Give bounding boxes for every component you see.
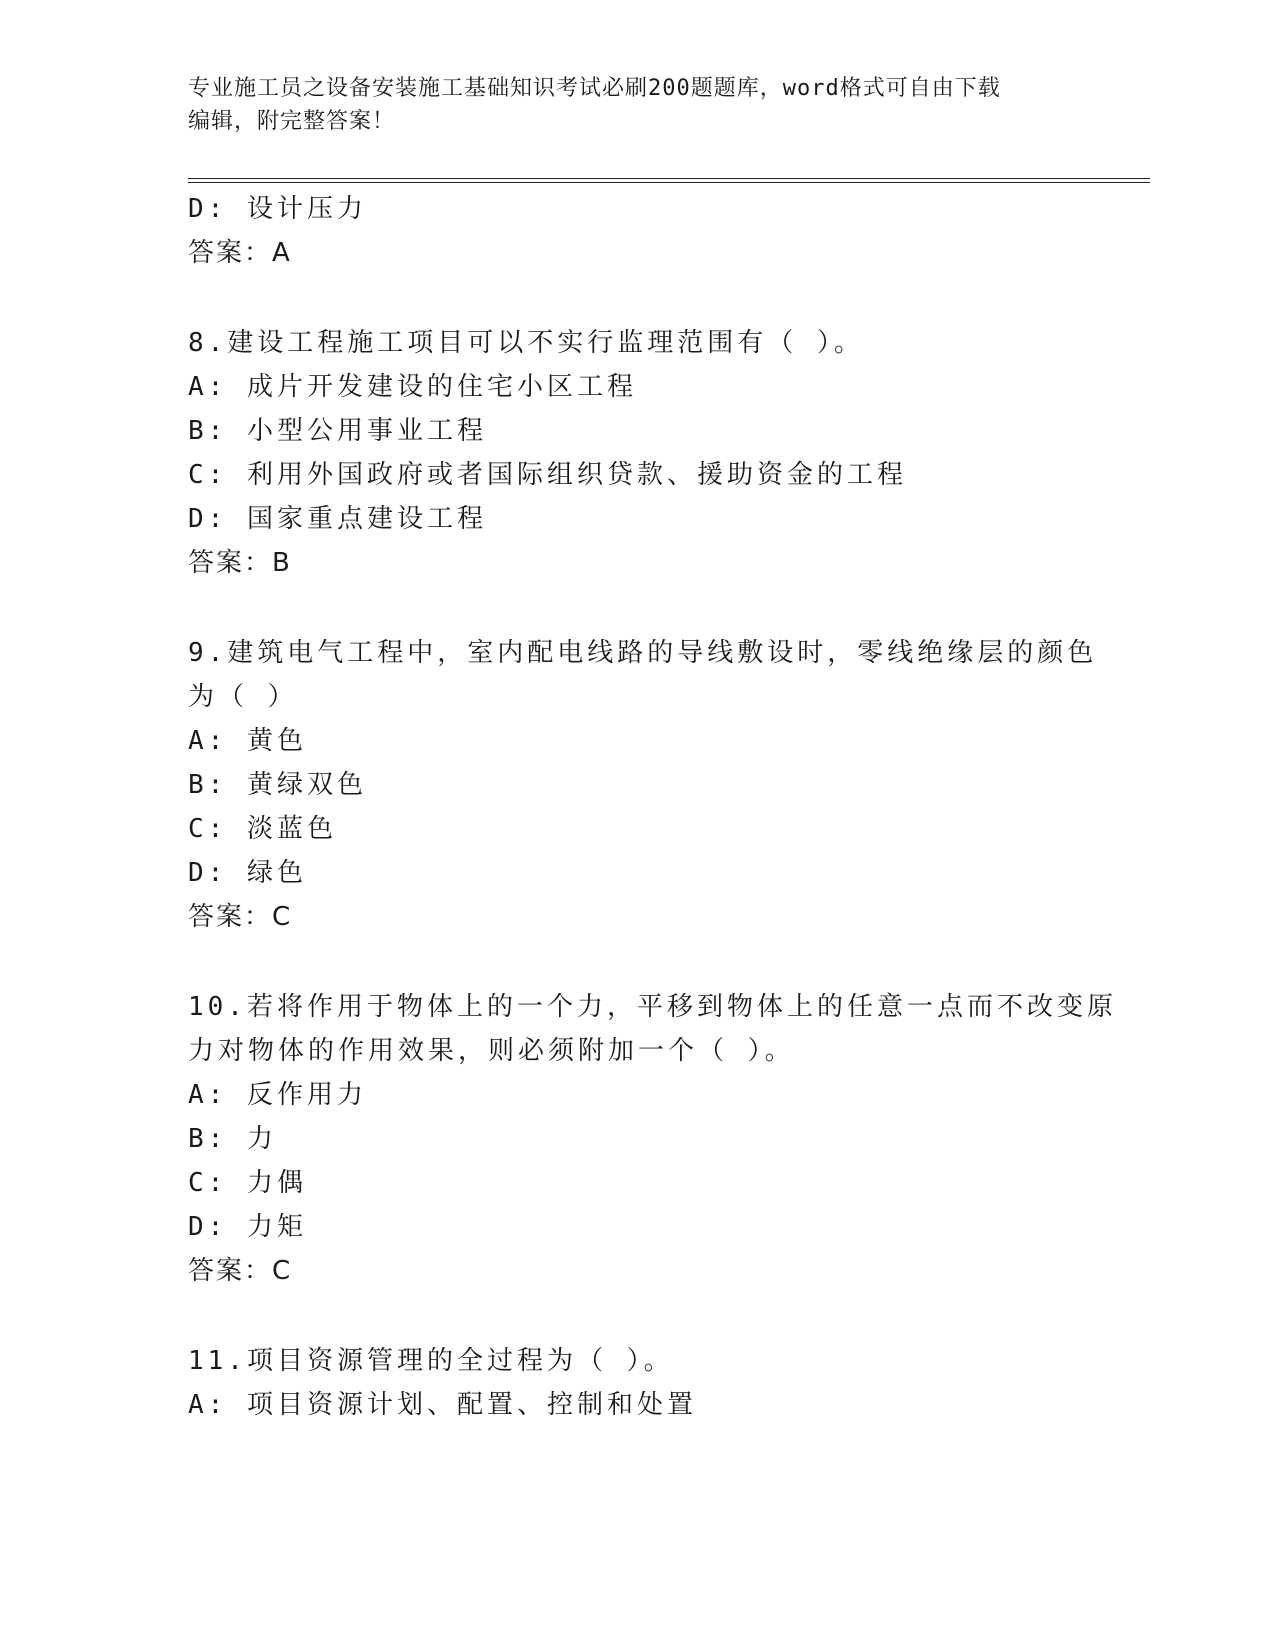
q10-answer: 答案：C bbox=[188, 1256, 293, 1286]
header-title-line-1: 专业施工员之设备安装施工基础知识考试必刷200题题库，word格式可自由下载 bbox=[188, 76, 1001, 101]
q8-option-a: A: 成片开发建设的住宅小区工程 bbox=[188, 372, 637, 402]
q8-option-b: B: 小型公用事业工程 bbox=[188, 416, 487, 446]
q10-option-c: C: 力偶 bbox=[188, 1168, 307, 1198]
header-title-line-2: 编辑，附完整答案！ bbox=[188, 109, 396, 134]
q9-option-b: B: 黄绿双色 bbox=[188, 770, 367, 800]
q9-stem-line-1: 9.建筑电气工程中，室内配电线路的导线敷设时，零线绝缘层的颜色 bbox=[188, 638, 1098, 668]
header-divider-top bbox=[188, 178, 1150, 179]
q9-option-a: A: 黄色 bbox=[188, 726, 307, 756]
q11-option-a: A: 项目资源计划、配置、控制和处置 bbox=[188, 1390, 697, 1420]
q10-option-d: D: 力矩 bbox=[188, 1212, 307, 1242]
q8-stem: 8.建设工程施工项目可以不实行监理范围有（ ）。 bbox=[188, 328, 864, 358]
q9-option-d: D: 绿色 bbox=[188, 858, 307, 888]
q10-stem-line-1: 10.若将作用于物体上的一个力，平移到物体上的任意一点而不改变原 bbox=[188, 992, 1117, 1022]
q10-stem-line-2: 力对物体的作用效果，则必须附加一个（ ）。 bbox=[188, 1036, 795, 1066]
q9-option-c: C: 淡蓝色 bbox=[188, 814, 337, 844]
q8-option-d: D: 国家重点建设工程 bbox=[188, 504, 487, 534]
q9-answer: 答案：C bbox=[188, 902, 293, 932]
q8-answer: 答案：B bbox=[188, 548, 292, 578]
q10-option-a: A: 反作用力 bbox=[188, 1080, 367, 1110]
q10-option-b: B: 力 bbox=[188, 1124, 277, 1154]
q8-option-c: C: 利用外国政府或者国际组织贷款、援助资金的工程 bbox=[188, 460, 907, 490]
q9-stem-line-2: 为（ ） bbox=[188, 682, 298, 712]
document-header bbox=[188, 72, 1088, 138]
q11-stem: 11.项目资源管理的全过程为（ ）。 bbox=[188, 1346, 674, 1376]
header-divider-bottom bbox=[188, 182, 1150, 183]
prev-answer: 答案：A bbox=[188, 238, 292, 268]
prev-option-d: D: 设计压力 bbox=[188, 194, 367, 224]
